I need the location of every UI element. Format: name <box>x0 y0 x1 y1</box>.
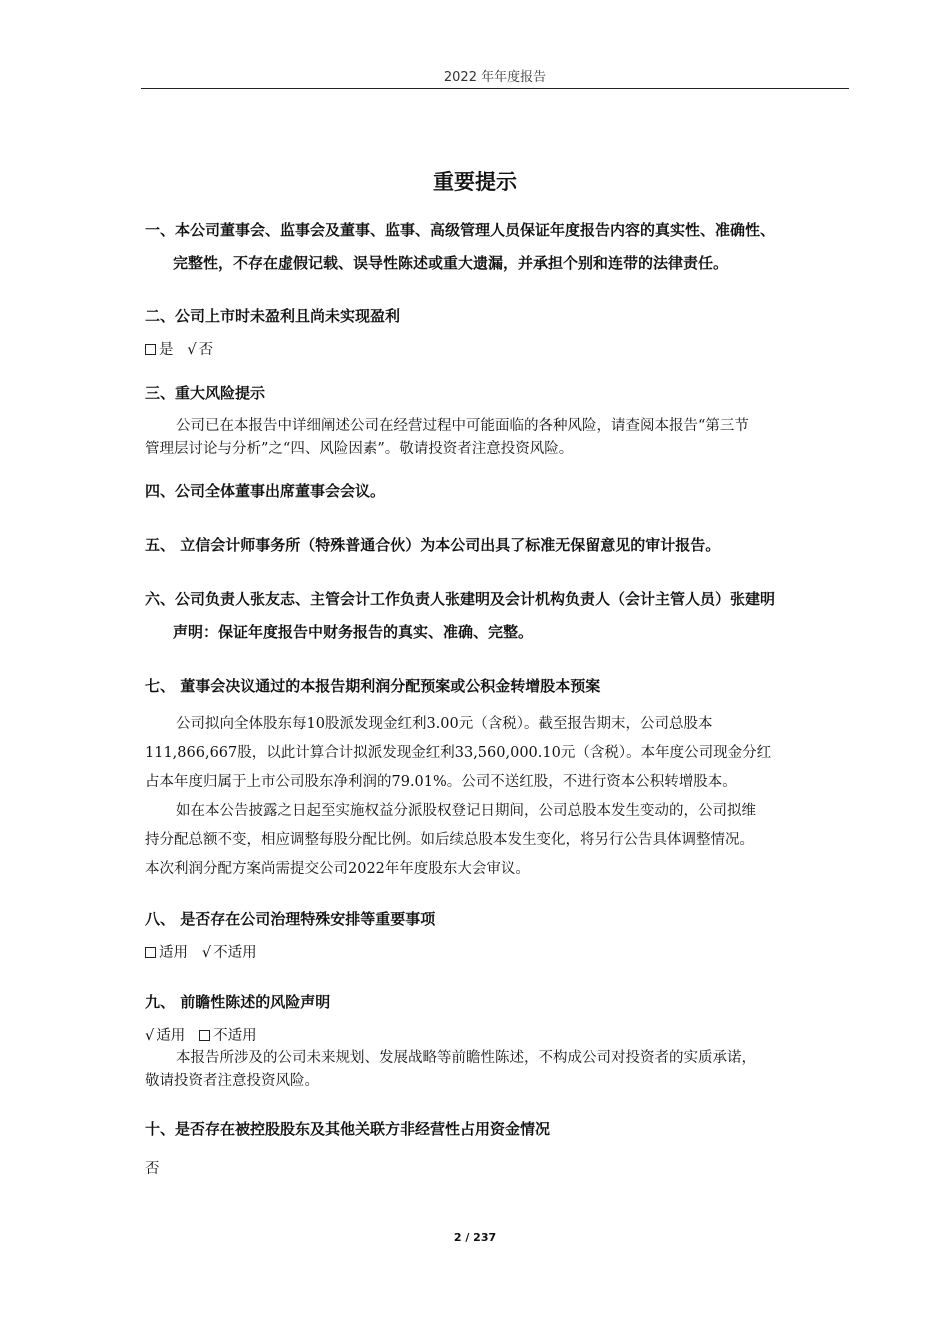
checkmark-icon: √ <box>187 342 197 358</box>
option-applicable-label: 适用 <box>156 1028 186 1044</box>
section-10-answer: 否 <box>145 1161 160 1177</box>
section-6-line-2: 声明：保证年度报告中财务报告的真实、准确、完整。 <box>173 623 534 641</box>
running-header: 2022 年年度报告 <box>443 70 547 85</box>
section-9-line-1: 本报告所涉及的公司未来规划、发展战略等前瞻性陈述，不构成公司对投资者的实质承诺， <box>176 1050 756 1066</box>
checkbox-unchecked-icon <box>199 1030 210 1041</box>
section-7-p2-line-2: 持分配总额不变，相应调整每股分配比例。如后续总股本发生变化，将另行公告具体调整情况。 <box>145 832 754 848</box>
checkmark-icon: √ <box>201 945 212 961</box>
section-10-heading: 十、是否存在被控股股东及其他关联方非经营性占用资金情况 <box>145 1120 551 1138</box>
section-3-line-1: 公司已在本报告中详细阐述公司在经营过程中可能面临的各种风险，请查阅本报告“第三节 <box>176 418 749 434</box>
checkmark-icon: √ <box>145 1028 155 1044</box>
section-8-options <box>145 941 257 962</box>
page-title: 重要提示 <box>433 170 517 194</box>
header-divider <box>141 88 849 89</box>
section-9-heading: 九、 前瞻性陈述的风险声明 <box>145 993 331 1011</box>
checkbox-unchecked-icon <box>145 344 156 355</box>
section-9-line-2: 敬请投资者注意投资风险。 <box>145 1073 319 1089</box>
section-7-p1-line-2: 111,866,667股，以此计算合计拟派发现金红利33,560,000.10元（含税）。本年度公司现金分红 <box>145 745 772 761</box>
section-7-p1-line-1: 公司拟向全体股东每10股派发现金红利3.00元（含税）。截至报告期末，公司总股本 <box>176 716 713 732</box>
section-3-line-2: 管理层讨论与分析”之“四、风险因素”。敬请投资者注意投资风险。 <box>145 441 574 457</box>
option-not-applicable-label: 不适用 <box>213 945 257 961</box>
section-7-p2-line-3: 本次利润分配方案尚需提交公司2022年年度股东大会审议。 <box>145 861 530 877</box>
section-5-heading: 五、 立信会计师事务所（特殊普通合伙）为本公司出具了标准无保留意见的审计报告。 <box>145 536 721 554</box>
section-7-p2-line-1: 如在本公告披露之日起至实施权益分派股权登记日期间，公司总股本发生变动的，公司拟维 <box>176 803 756 819</box>
section-1-line-1: 一、本公司董事会、监事会及董事、监事、高级管理人员保证年度报告内容的真实性、准确性、 <box>145 221 776 239</box>
section-2-heading: 二、公司上市时未盈利且尚未实现盈利 <box>145 307 401 325</box>
section-1-line-2: 完整性，不存在虚假记载、误导性陈述或重大遗漏，并承担个别和连带的法律责任。 <box>173 254 729 272</box>
option-applicable-label: 适用 <box>159 945 188 961</box>
checkbox-unchecked-icon <box>145 947 156 958</box>
option-no-label: 否 <box>198 342 214 358</box>
section-9-options <box>145 1024 257 1045</box>
section-3-heading: 三、重大风险提示 <box>145 384 266 402</box>
option-yes-label: 是 <box>159 342 174 358</box>
section-6-line-1: 六、公司负责人张友志、主管会计工作负责人张建明及会计机构负责人（会计主管人员）张建明 <box>145 590 776 608</box>
option-not-applicable-label: 不适用 <box>213 1028 257 1044</box>
section-2-options <box>145 338 213 359</box>
section-7-heading: 七、 董事会决议通过的本报告期利润分配预案或公积金转增股本预案 <box>145 677 601 695</box>
section-4-heading: 四、公司全体董事出席董事会会议。 <box>145 482 386 500</box>
page-number: 2 / 237 <box>453 1231 497 1244</box>
section-7-p1-line-3: 占本年度归属于上市公司股东净利润的79.01%。公司不送红股，不进行资本公积转增股本。 <box>145 774 737 790</box>
section-8-heading: 八、 是否存在公司治理特殊安排等重要事项 <box>145 910 436 928</box>
